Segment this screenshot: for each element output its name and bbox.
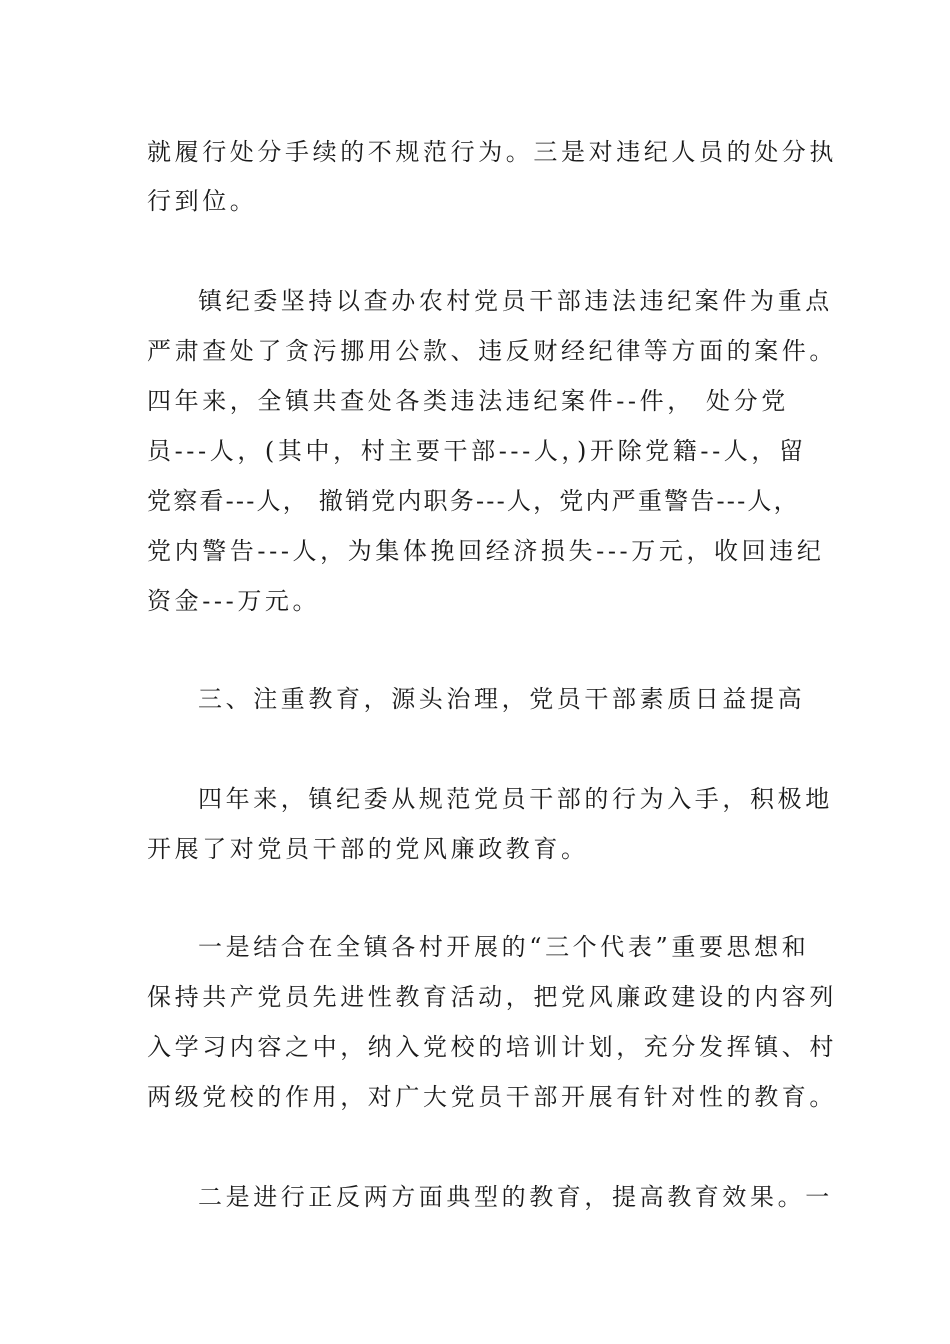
paragraph-6-line-1: 二是进行正反两方面典型的教育，提高教育效果。一: [198, 1183, 833, 1211]
paragraph-4-line-2: 开展了对党员干部的党风廉政教育。: [147, 835, 589, 863]
paragraph-2-line-3: 四年来，全镇共查处各类违法违纪案件--件， 处分党: [147, 387, 789, 415]
paragraph-2-line-5: 党察看---人， 撤销党内职务---人，党内严重警告---人，: [147, 487, 800, 515]
paragraph-2-line-4: 员---人，(其中，村主要干部---人，)开除党籍--人，留: [147, 437, 807, 465]
paragraph-2-line-7: 资金---万元。: [147, 587, 321, 615]
paragraph-2-line-2: 严肃查处了贪污挪用公款、违反财经纪律等方面的案件。: [147, 337, 837, 365]
paragraph-5-line-2: 保持共产党员先进性教育活动，把党风廉政建设的内容列: [147, 983, 837, 1011]
paragraph-1-line-2: 行到位。: [147, 187, 258, 215]
section-heading: 三、注重教育，源头治理，党员干部素质日益提高: [198, 685, 806, 713]
paragraph-2-line-6: 党内警告---人，为集体挽回经济损失---万元，收回违纪: [147, 537, 825, 565]
paragraph-5-line-3: 入学习内容之中，纳入党校的培训计划，充分发挥镇、村: [147, 1033, 837, 1061]
paragraph-5-line-4: 两级党校的作用，对广大党员干部开展有针对性的教育。: [147, 1083, 837, 1111]
paragraph-1-line-1: 就履行处分手续的不规范行为。三是对违纪人员的处分执: [147, 138, 837, 166]
paragraph-4-line-1: 四年来，镇纪委从规范党员干部的行为入手，积极地: [198, 785, 833, 813]
paragraph-5-line-1: 一是结合在全镇各村开展的“三个代表”重要思想和: [198, 933, 810, 961]
paragraph-2-line-1: 镇纪委坚持以查办农村党员干部违法违纪案件为重点: [198, 287, 833, 315]
